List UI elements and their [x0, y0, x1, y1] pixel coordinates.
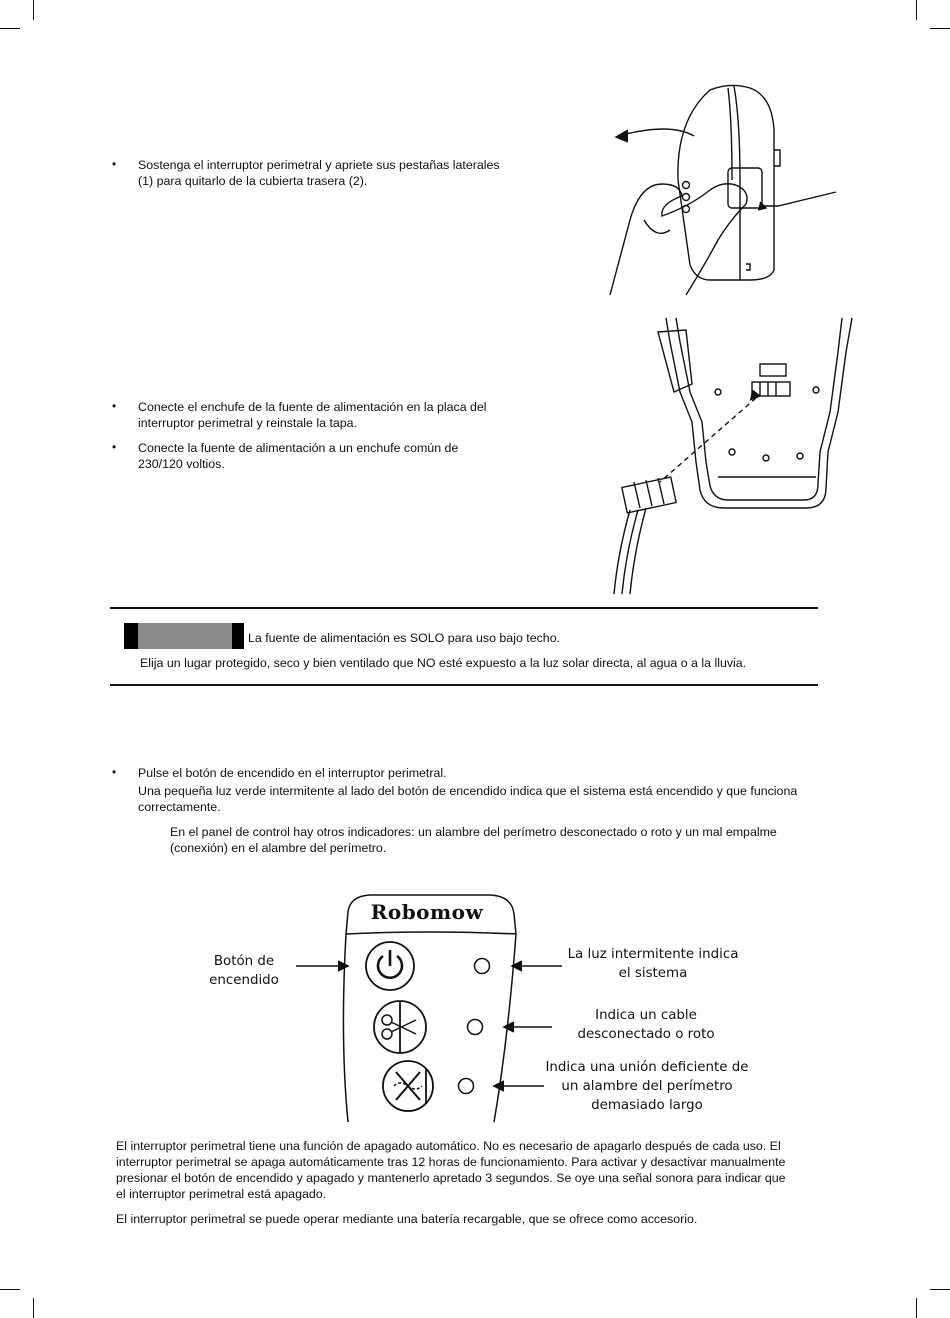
crop-mark	[0, 28, 20, 29]
crop-mark	[916, 0, 917, 20]
crop-mark	[930, 28, 950, 29]
warning-indoor-only: La fuente de alimentación es SOLO para uso bajo techo.	[248, 631, 561, 645]
warning-top-rule	[110, 607, 818, 609]
warning-label-bar	[124, 623, 244, 649]
bullet: •	[112, 765, 117, 779]
instruction-connect-plug	[138, 399, 528, 431]
auto-shutoff-paragraph	[116, 1138, 846, 1202]
warning-label-tab	[124, 623, 138, 649]
text-line: Conecte el enchufe de la fuente de alimentación en la placa del	[138, 400, 487, 414]
crop-mark	[0, 1289, 20, 1290]
warning-bottom-rule	[110, 684, 818, 686]
crop-mark	[930, 1289, 950, 1290]
led-green-description	[138, 783, 858, 815]
hand-holding-switch-illustration	[600, 80, 860, 300]
battery-accessory-paragraph: El interruptor perimetral se puede operar mediante una batería recargable, que se ofrece como accesorio.	[116, 1212, 698, 1226]
text-line: interruptor perimetral y reinstale la tapa.	[138, 416, 358, 430]
crop-mark	[33, 1298, 34, 1318]
other-indicators-description	[170, 824, 850, 856]
robomow-logo: Robomow	[370, 900, 484, 924]
text-line: (conexión) en el alambre del perímetro.	[170, 841, 387, 855]
crop-mark	[33, 0, 34, 20]
text-line: (1) para quitarlo de la cubierta trasera (2).	[138, 174, 368, 188]
text-line: 230/120 voltios.	[138, 457, 225, 471]
crop-mark	[916, 1298, 917, 1318]
text-line: Una pequeña luz verde intermitente al lado del botón de encendido indica que el sistema está encendido y que funciona	[138, 784, 798, 798]
text-line: Conecte la fuente de alimentación a un enchufe común de	[138, 441, 459, 455]
bullet: •	[112, 440, 117, 454]
control-panel-illustration	[340, 890, 540, 1130]
label-led-system: La luz intermitente indica el sistema	[567, 947, 739, 981]
instruction-press-power: Pulse el botón de encendido en el interruptor perimetral.	[138, 766, 447, 780]
warning-label-tab	[232, 623, 244, 649]
instruction-connect-outlet	[138, 440, 528, 472]
label-power-button: Botón de encendido	[209, 954, 279, 988]
text-line: En el panel de control hay otros indicadores: un alambre del perímetro desconectado o roto y un mal empalme	[170, 825, 777, 839]
label-led-splice: Indica una unión deficiente de un alambre del perímetro demasiado largo	[545, 1060, 749, 1113]
text-line: correctamente.	[138, 800, 221, 814]
text-line: el interruptor perimetral está apagado.	[116, 1187, 327, 1201]
label-led-cable: Indica un cable desconectado o roto	[577, 1008, 715, 1042]
text-line: Sostenga el interruptor perimetral y apriete sus pestañas laterales	[138, 158, 500, 172]
switch-board-plug-illustration	[600, 312, 860, 597]
text-line: interruptor perimetral se apaga automáticamente tras 12 horas de funcionamiento. Para activar y desactivar manualmente	[116, 1155, 786, 1169]
text-line: presionar el botón de encendido y apagado y mantenerlo apretado 3 segundos. Se oye una señal sonora para indicar que	[116, 1171, 786, 1185]
bullet: •	[112, 157, 117, 171]
instruction-remove-cover	[138, 157, 530, 189]
bullet: •	[112, 399, 117, 413]
text-line: El interruptor perimetral tiene una función de apagado automático. No es necesario de apagarlo después de cada uso. El	[116, 1139, 781, 1153]
warning-location-advice: Elija un lugar protegido, seco y bien ventilado que NO esté expuesto a la luz solar directa, al agua o a la lluvia.	[140, 656, 747, 670]
